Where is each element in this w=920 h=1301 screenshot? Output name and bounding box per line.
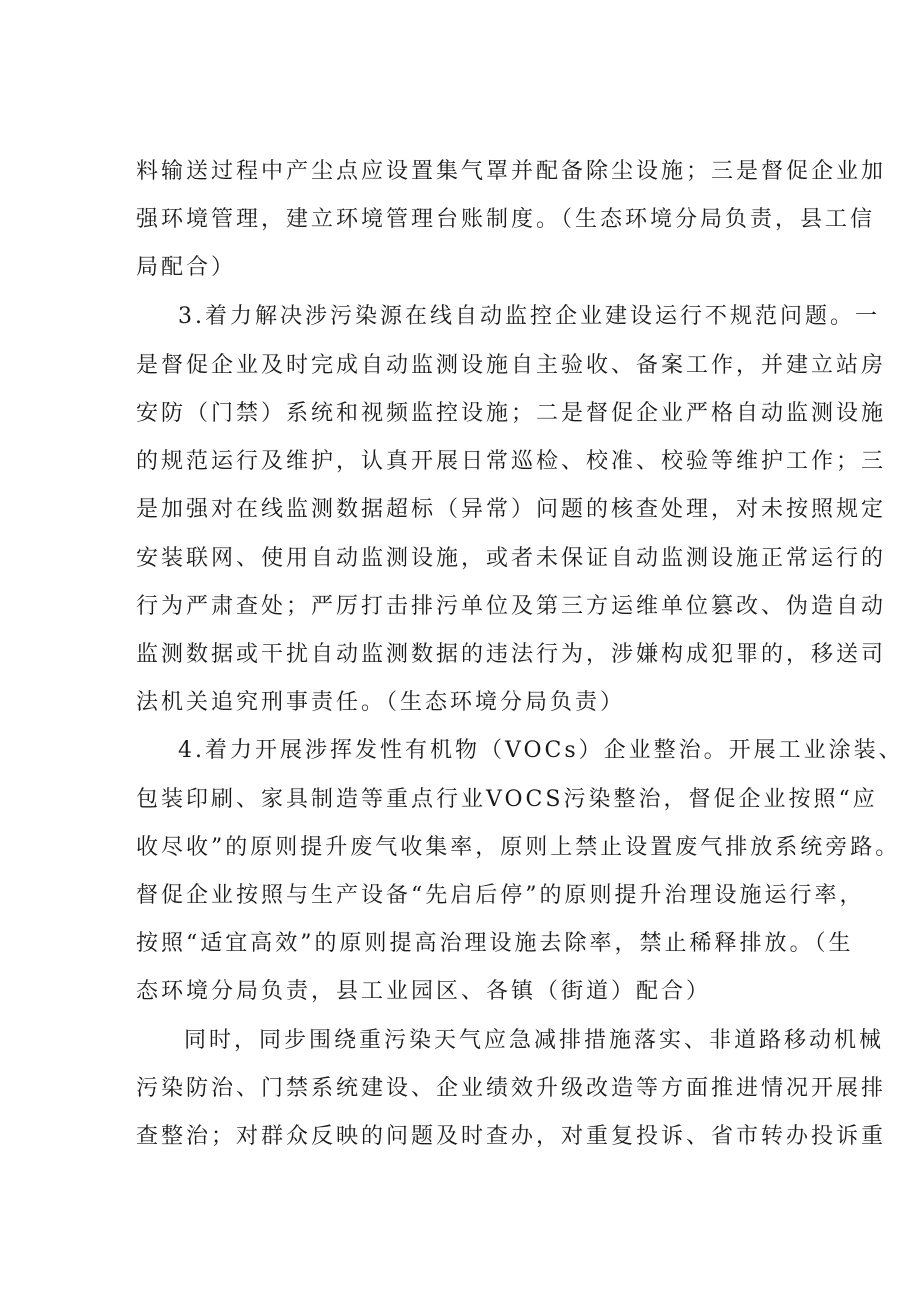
text-line: 安装联网、使用自动监测设施，或者未保证自动监测设施正常运行的 <box>136 546 887 571</box>
text-line: 是加强对在线监测数据超标（异常）问题的核查处理，对未按照规定 <box>136 497 887 522</box>
paragraph-first-line: 3.着力解决涉污染源在线自动监控企业建设运行不规范问题。一 <box>178 304 880 329</box>
text-line: 的规范运行及维护，认真开展日常巡检、校准、校验等维护工作；三 <box>136 449 887 474</box>
text-line: 料输送过程中产尘点应设置集气罩并配备除尘设施；三是督促企业加 <box>136 159 887 184</box>
text-line: 态环境分局负责，县工业园区、各镇（街道）配合） <box>136 979 712 1004</box>
text-line: 收尽收”的原则提升废气收集率，原则上禁止设置废气排放系统旁路。 <box>136 835 901 860</box>
text-line: 行为严肃查处；严厉打击排污单位及第三方运维单位篡改、伪造自动 <box>136 594 887 619</box>
text-line: 包装印刷、家具制造等重点行业VOCS污染整治，督促企业按照“应 <box>136 787 878 812</box>
text-line: 法机关追究刑事责任。（生态环境分局负责） <box>136 690 626 715</box>
text-line: 督促企业按照与生产设备“先启后停”的原则提升治理设施运行率， <box>136 883 865 908</box>
text-line: 局配合） <box>136 255 237 280</box>
paragraph-first-line: 同时，同步围绕重污染天气应急减排措施落实、非道路移动机械 <box>184 1028 885 1053</box>
text-line: 污染防治、门禁系统建设、企业绩效升级改造等方面推进情况开展排 <box>136 1076 887 1101</box>
text-line: 监测数据或干扰自动监测数据的违法行为，涉嫌构成犯罪的，移送司 <box>136 642 887 667</box>
text-line: 强环境管理，建立环境管理台账制度。（生态环境分局负责，县工信 <box>136 207 876 232</box>
text-line: 查整治；对群众反映的问题及时查办，对重复投诉、省市转办投诉重 <box>136 1124 887 1149</box>
paragraph-first-line: 4.着力开展涉挥发性有机物（VOCs）企业整治。开展工业涂装、 <box>178 738 904 763</box>
text-line: 安防（门禁）系统和视频监控设施；二是督促企业严格自动监测设施 <box>136 401 887 426</box>
text-line: 按照“适宜高效”的原则提高治理设施去除率，禁止稀释排放。（生 <box>136 931 854 956</box>
text-line: 是督促企业及时完成自动监测设施自主验收、备案工作，并建立站房 <box>136 353 887 378</box>
